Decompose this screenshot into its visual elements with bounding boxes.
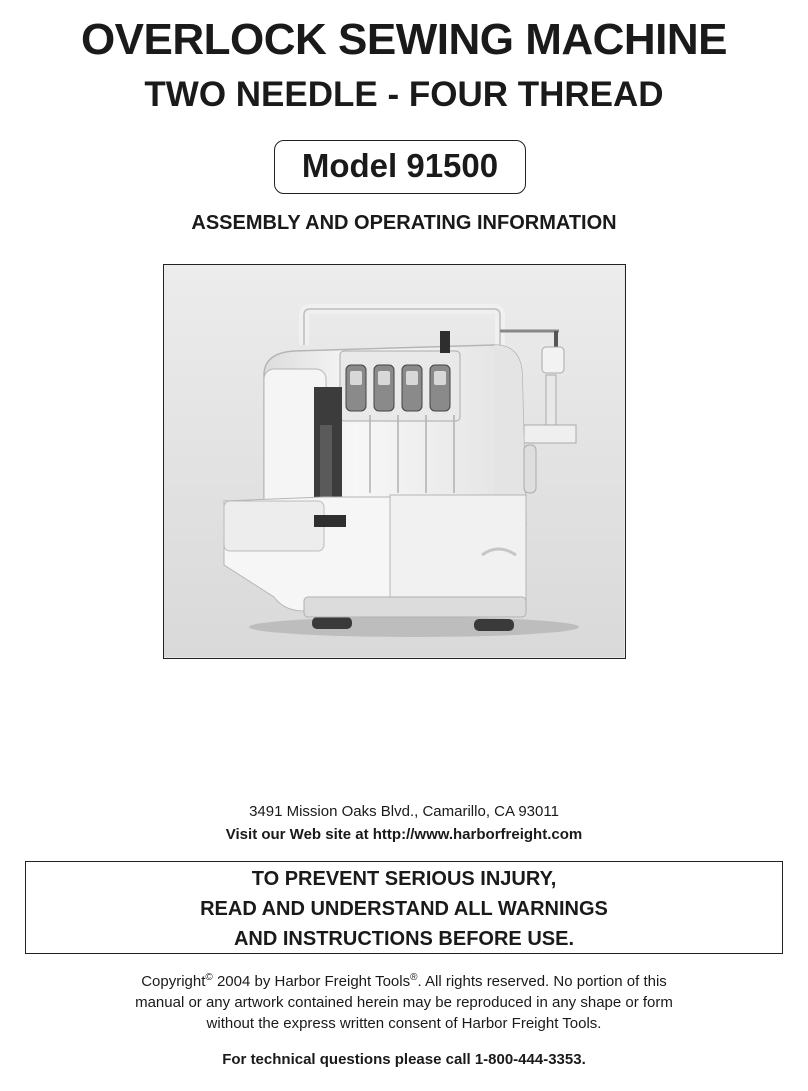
copyright-line-2: manual or any artwork contained herein may be reproduced in any shape or form <box>135 994 673 1011</box>
warning-line: TO PREVENT SERIOUS INJURY, <box>251 868 557 890</box>
safety-warning-box <box>25 861 783 954</box>
copyright-notice <box>0 971 808 1034</box>
model-number-box: Model 91500 <box>274 140 526 194</box>
website-line: Visit our Web site at http://www.harborfreight.com <box>225 826 583 843</box>
warning-line: AND INSTRUCTIONS BEFORE USE. <box>233 928 575 950</box>
product-photo <box>163 264 626 659</box>
copyright-line-1: Copyright© 2004 by Harbor Freight Tools®. All rights reserved. No portion of this <box>141 972 667 990</box>
copyright-symbol: © <box>205 972 213 983</box>
document-title: OVERLOCK SEWING MACHINE <box>80 15 728 64</box>
document-subtitle: TWO NEEDLE - FOUR THREAD <box>144 75 664 114</box>
warning-line: READ AND UNDERSTAND ALL WARNINGS <box>200 898 608 920</box>
overlock-machine-illustration <box>164 265 624 657</box>
copyright-line-3: without the express written consent of Harbor Freight Tools. <box>206 1015 602 1032</box>
registered-symbol: ® <box>410 972 418 983</box>
company-address: 3491 Mission Oaks Blvd., Camarillo, CA 93011 <box>249 803 559 820</box>
tech-support-line: For technical questions please call 1-800-444-3353. <box>222 1051 586 1068</box>
document-heading: ASSEMBLY AND OPERATING INFORMATION <box>191 212 617 234</box>
